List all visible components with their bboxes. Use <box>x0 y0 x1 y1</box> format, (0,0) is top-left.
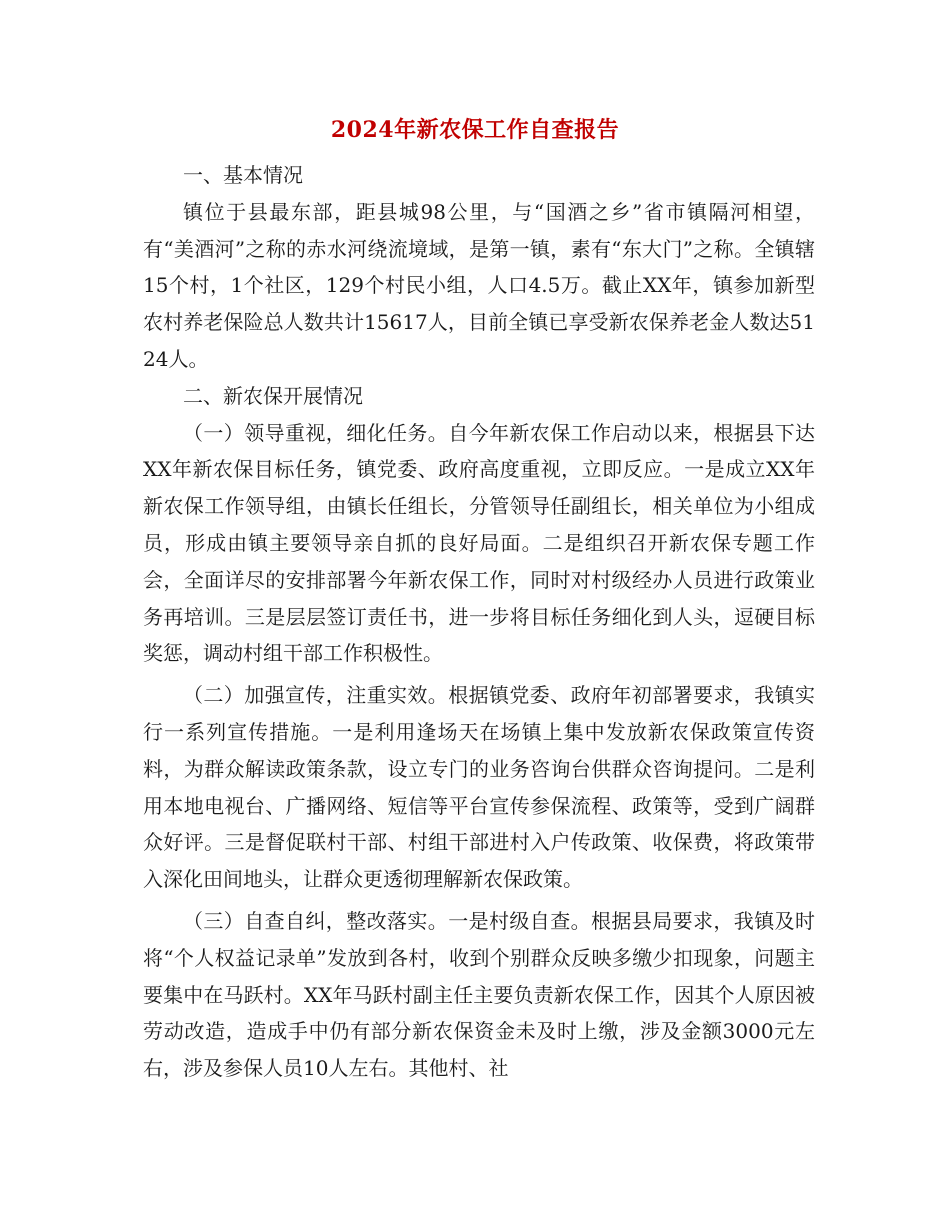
paragraph: 镇位于县最东部，距县城98公里，与“国酒之乡”省市镇隔河相望，有“美酒河”之称的赤水河绕流境域，是第一镇，素有“东大门”之称。全镇辖15个村，1个社区，129个村民小组，人口4.5万。截止XX年，镇参加新型农村养老保险总人数共计15617人，目前全镇已享受新农保养老金人数达5124人。 <box>143 199 815 371</box>
paragraph: 一、基本情况 <box>183 163 303 187</box>
document-title: 2024年新农保工作自查报告 <box>330 117 620 143</box>
paragraph: （一）领导重视，细化任务。自今年新农保工作启动以来，根据县下达XX年新农保目标任务，镇党委、政府高度重视，立即反应。一是成立XX年新农保工作领导组，由镇长任组长，分管领导任副组长，相关单位为小组成员，形成由镇主要领导亲自抓的良好局面。二是组织召开新农保专题工作会，全面详尽的安排部署今年新农保工作，同时对村级经办人员进行政策业务再培训。三是层层签订责任书，进一步将目标任务细化到人头，逗硬目标奖惩，调动村组干部工作积极性。 <box>143 420 815 666</box>
paragraph: （二）加强宣传，注重实效。根据镇党委、政府年初部署要求，我镇实行一系列宣传措施。一是利用逢场天在场镇上集中发放新农保政策宣传资料，为群众解读政策条款，设立专门的业务咨询台供群众咨询提问。二是利用本地电视台、广播网络、短信等平台宣传参保流程、政策等，受到广阔群众好评。三是督促联村干部、村组干部进村入户传政策、收保费，将政策带入深化田间地头，让群众更透彻理解新农保政策。 <box>143 683 815 892</box>
paragraph: 二、新农保开展情况 <box>183 383 363 408</box>
document-body <box>143 157 815 1087</box>
paragraph: （三）自查自纠，整改落实。一是村级自查。根据县局要求，我镇及时将“个人权益记录单”发放到各村，收到个别群众反映多缴少扣现象，问题主要集中在马跃村。XX年马跃村副主任主要负责新农保工作，因其个人原因被劳动改造，造成手中仍有部分新农保资金未及时上缴，涉及金额3000元左右，涉及参保人员10人左右。其他村、社 <box>143 908 815 1081</box>
